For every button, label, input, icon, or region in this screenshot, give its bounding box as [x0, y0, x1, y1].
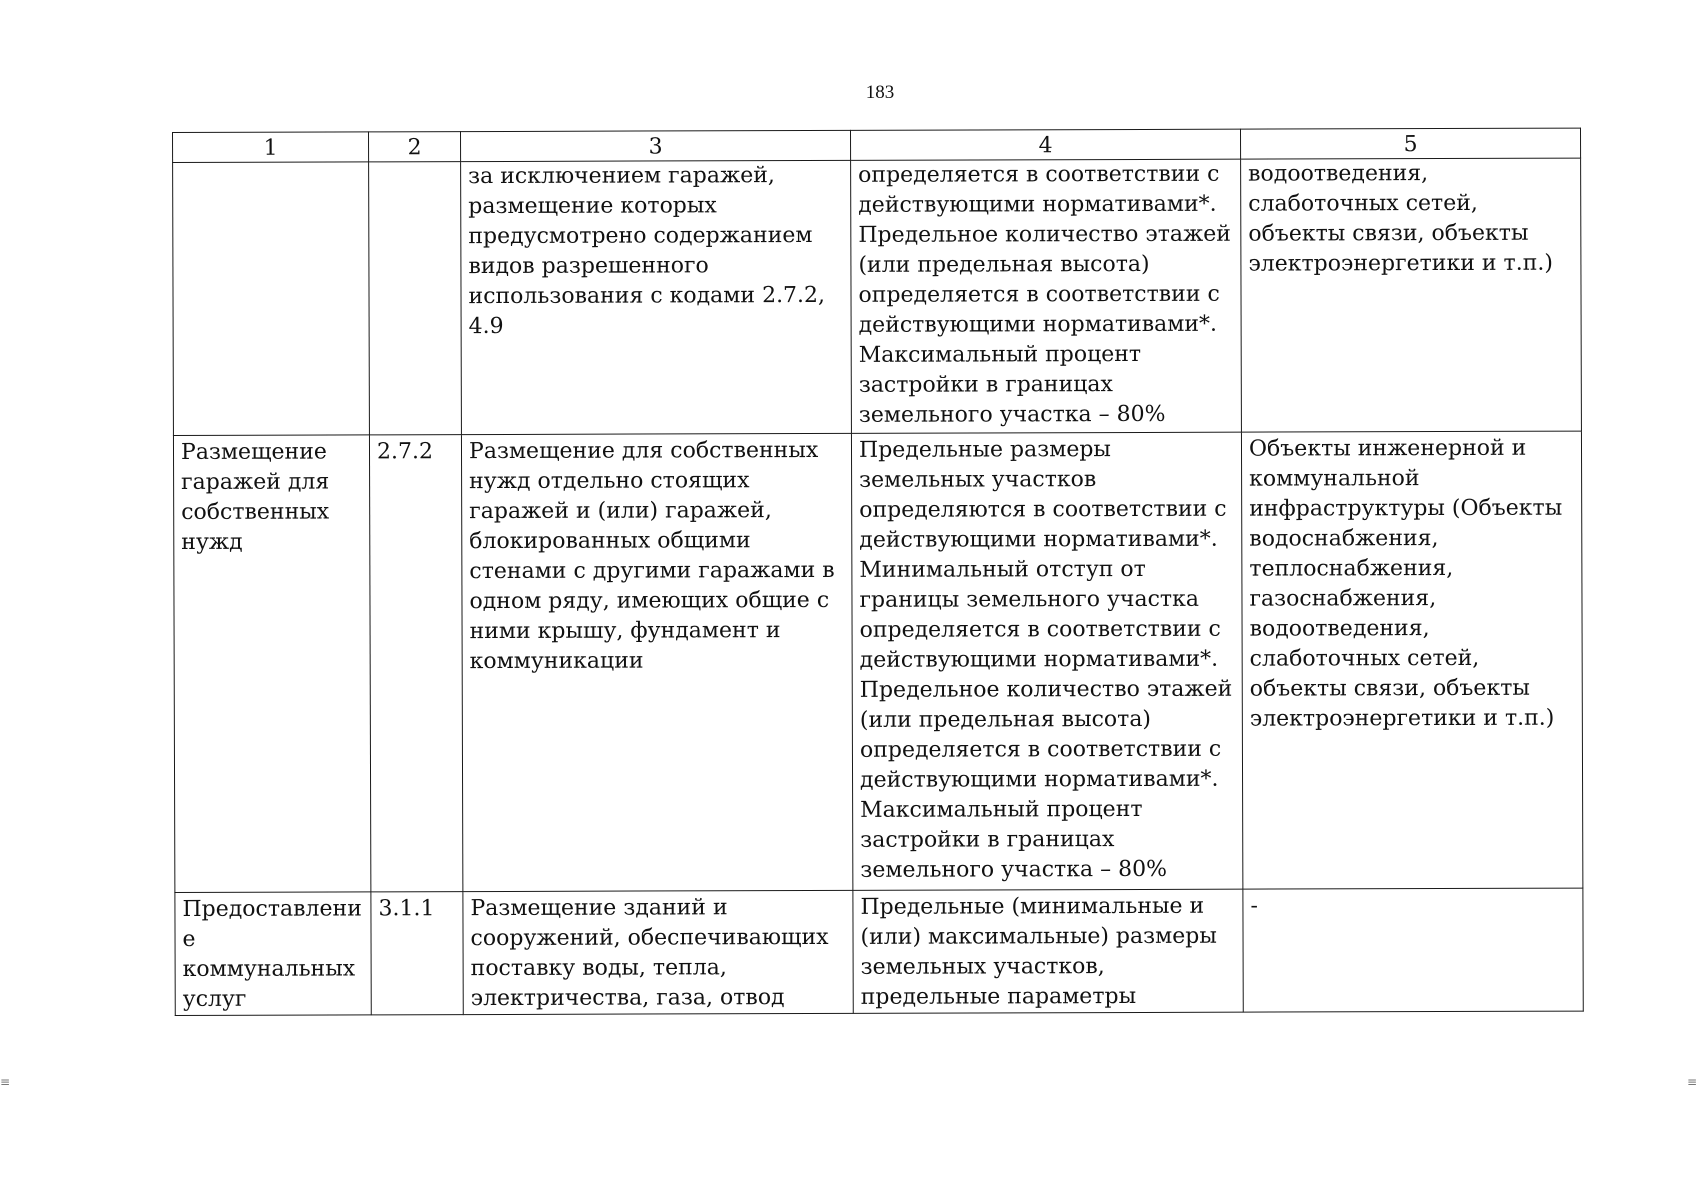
cell-auxiliary: Объекты инженерной и коммунальной инфраструктуры (Объекты водоснабжения, теплоснабжения, газоснабжения, водоотведения, слаботочных сетей, объекты связи, объекты электроэнергетики и т.п.) — [1241, 431, 1582, 889]
cell-code: 3.1.1 — [371, 892, 463, 1015]
table-row — [175, 888, 1583, 1015]
cell-parameters: Предельные (минимальные и (или) максимальные) размеры земельных участков, предельные параметры — [853, 889, 1243, 1013]
cell-code: 2.7.2 — [369, 435, 462, 892]
table-row — [173, 431, 1582, 892]
cell-auxiliary: - — [1243, 888, 1583, 1012]
cell-name: Предоставлени е коммунальных услуг — [175, 892, 371, 1016]
table-header-row — [173, 128, 1581, 162]
column-header-3: 3 — [461, 130, 851, 161]
cell-name — [173, 162, 370, 436]
cell-description: Размещение для собственных нужд отдельно стоящих гаражей и (или) гаражей, блокированных общими стенами с другими гаражами в одном ряду, имеющих общие с ними крышу, фундамент и коммуникации — [461, 433, 852, 891]
column-header-1: 1 — [173, 132, 369, 163]
land-use-table — [172, 128, 1584, 1016]
column-header-5: 5 — [1240, 128, 1580, 159]
cell-parameters: определяется в соответствии с действующими нормативами*. Предельное количество этажей (или предельная высота) определяется в соответствии с действующими нормативами*. Максимальный процент застройки в границах земельного участка – 80% — [851, 159, 1242, 433]
cell-name: Размещение гаражей для собственных нужд — [173, 435, 370, 893]
table-row — [173, 158, 1582, 435]
cell-code — [369, 162, 462, 435]
cell-parameters: Предельные размеры земельных участков определяются в соответствии с действующими нормативами*. Минимальный отступ от границы земельного участка определяется в соответствии с действующими нормативами*. Предельное количество этажей (или предельная высота) определяется в соответствии с действующими нормативами*. Максимальный процент застройки в границах земельного участка – 80% — [851, 432, 1242, 890]
cell-auxiliary: водоотведения, слаботочных сетей, объекты связи, объекты электроэнергетики и т.п.) — [1241, 158, 1582, 432]
page-number: 183 — [865, 82, 895, 103]
cell-description: за исключением гаражей, размещение которых предусмотрено содержанием видов разрешенного использования с кодами 2.7.2, 4.9 — [461, 160, 852, 434]
binding-mark-left: ≡ — [0, 1075, 11, 1089]
column-header-2: 2 — [369, 132, 461, 162]
cell-description: Размещение зданий и сооружений, обеспечивающих поставку воды, тепла, электричества, газа, отвод — [463, 890, 853, 1014]
binding-mark-right: ≡ — [1687, 1075, 1697, 1089]
column-header-4: 4 — [850, 129, 1240, 160]
